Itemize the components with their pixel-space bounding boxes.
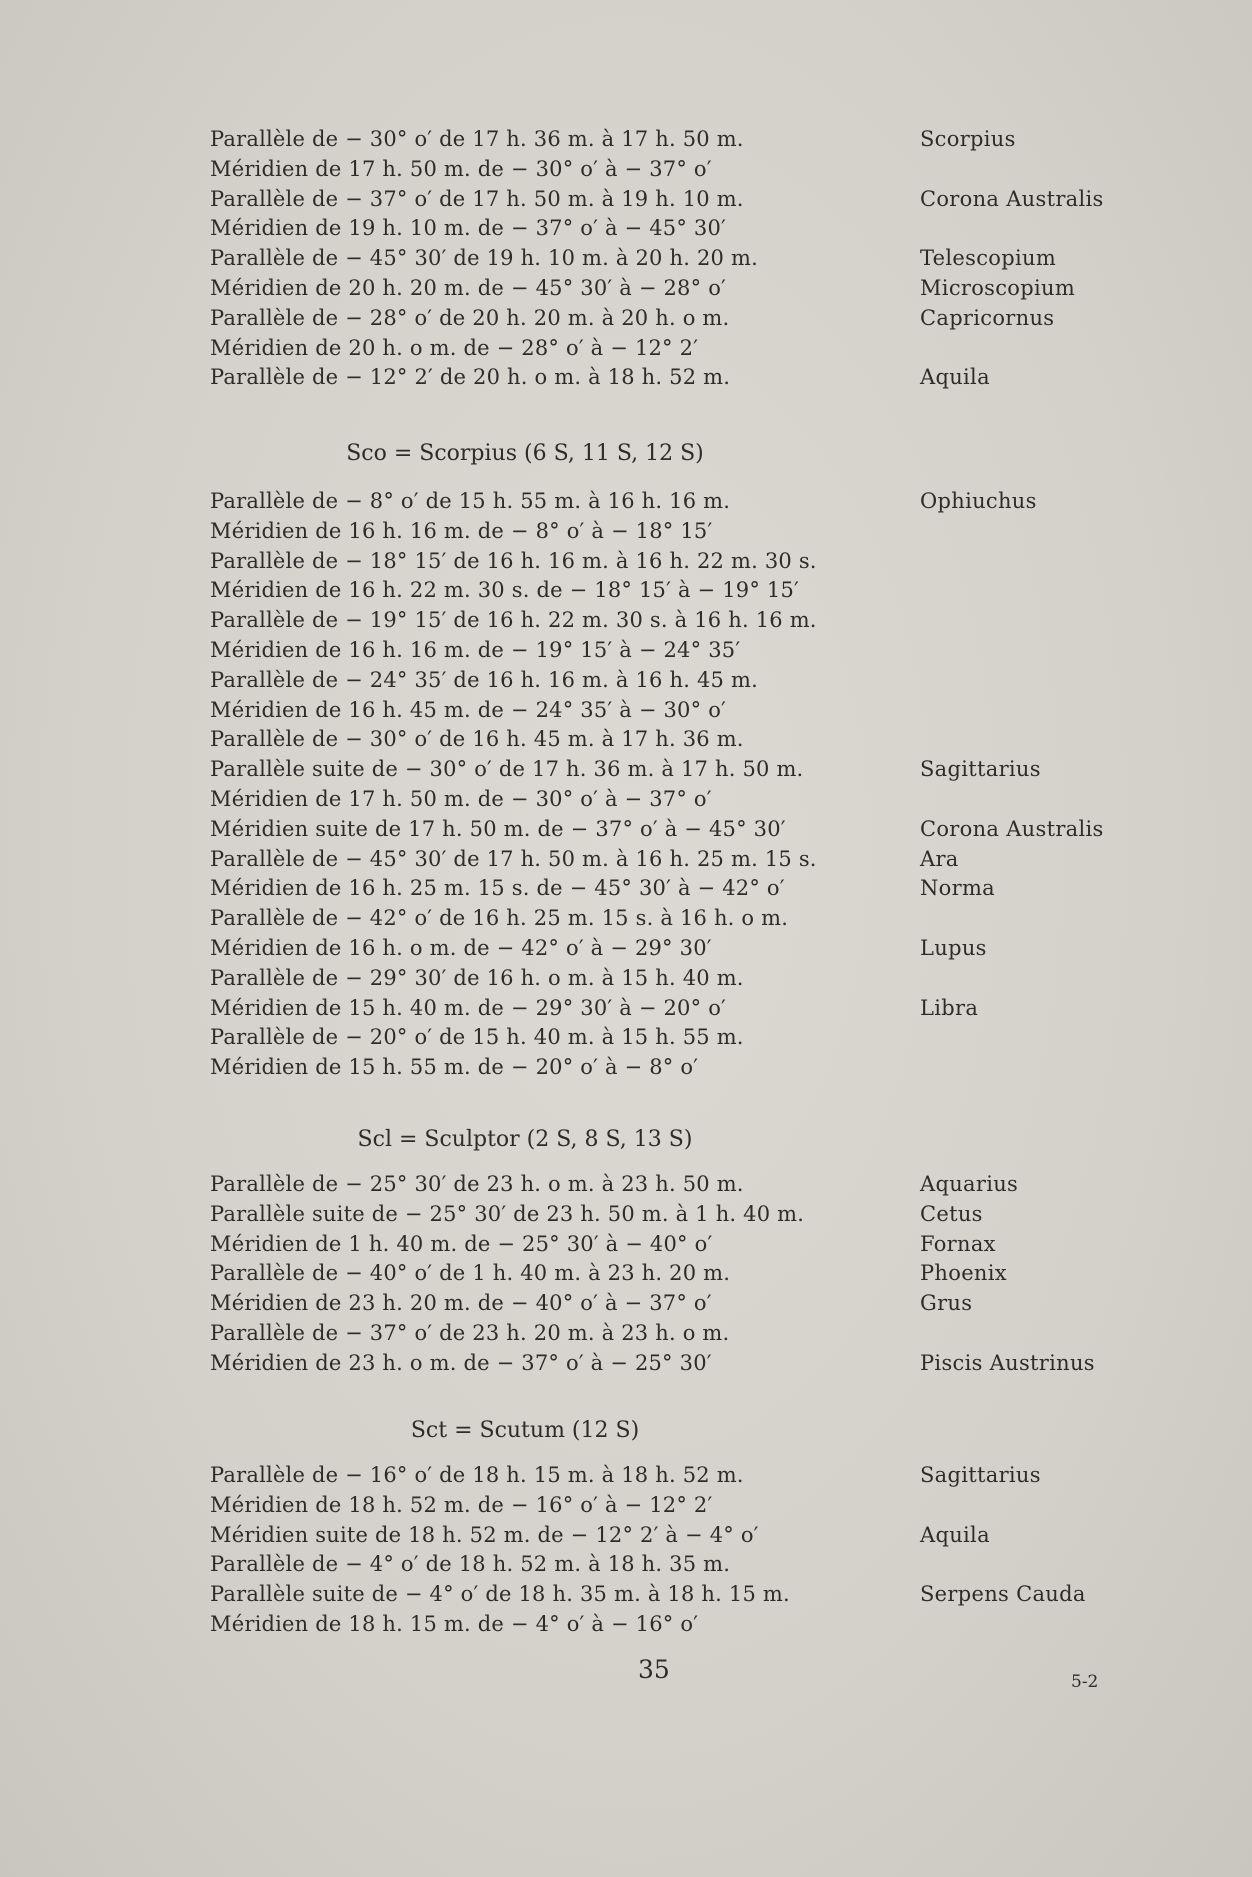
boundary-text: Méridien de 17 h. 50 m. de − 30° o′ à − 37° o′ — [210, 786, 712, 811]
boundary-row — [0, 487, 1252, 517]
section-heading-sculptor: Scl = Sculptor (2 S, 8 S, 13 S) — [357, 1127, 693, 1152]
boundary-text: Parallèle suite de − 25° 30′ de 23 h. 50 m. à 1 h. 40 m. — [210, 1201, 805, 1226]
boundary-row — [0, 964, 1252, 994]
boundary-row — [0, 1521, 1252, 1551]
boundary-text: Méridien de 17 h. 50 m. de − 30° o′ à − 37° o′ — [210, 156, 712, 181]
boundary-row — [0, 1230, 1252, 1260]
neighbor-constellation: Scorpius — [920, 127, 1016, 151]
boundary-text: Parallèle de − 37° o′ de 23 h. 20 m. à 23 h. o m. — [210, 1320, 730, 1345]
neighbor-constellation: Aquila — [920, 1522, 990, 1547]
boundary-row — [0, 755, 1252, 785]
boundary-text: Parallèle de − 8° o′ de 15 h. 55 m. à 16 h. 16 m. — [210, 489, 731, 513]
boundary-row — [0, 666, 1252, 696]
boundary-text: Parallèle suite de − 30° o′ de 17 h. 36 m. à 17 h. 50 m. — [210, 757, 804, 782]
neighbor-constellation: Lupus — [920, 935, 987, 960]
boundary-text: Parallèle de − 45° 30′ de 17 h. 50 m. à 16 h. 25 m. 15 s. — [210, 846, 817, 871]
boundary-row — [0, 1053, 1252, 1083]
neighbor-constellation: Cetus — [920, 1201, 983, 1226]
boundary-text: Méridien de 16 h. 22 m. 30 s. de − 18° 15′ à − 19° 15′ — [210, 578, 800, 603]
boundary-row — [0, 244, 1252, 274]
section-continuation — [0, 125, 1252, 393]
neighbor-constellation: Serpens Cauda — [920, 1582, 1086, 1607]
boundary-text: Méridien de 16 h. 45 m. de − 24° 35′ à − 30° o′ — [210, 697, 727, 722]
boundary-row — [0, 874, 1252, 904]
boundary-text: Méridien de 20 h. 20 m. de − 45° 30′ à − 28° o′ — [210, 275, 727, 300]
boundary-row — [0, 725, 1252, 755]
neighbor-constellation: Ara — [920, 846, 959, 871]
boundary-text: Parallèle de − 30° o′ de 16 h. 45 m. à 17 h. 36 m. — [210, 727, 744, 752]
boundary-row — [0, 904, 1252, 934]
boundary-text: Parallèle suite de − 4° o′ de 18 h. 35 m. à 18 h. 15 m. — [210, 1582, 790, 1607]
boundary-row — [0, 1289, 1252, 1319]
boundary-text: Parallèle de − 25° 30′ de 23 h. o m. à 23 h. 50 m. — [210, 1172, 744, 1196]
boundary-text: Méridien de 23 h. 20 m. de − 40° o′ à − 37° o′ — [210, 1291, 712, 1316]
boundary-text: Méridien de 16 h. o m. de − 42° o′ à − 29° 30′ — [210, 935, 712, 960]
boundary-text: Méridien de 23 h. o m. de − 37° o′ à − 25° 30′ — [210, 1350, 712, 1375]
neighbor-constellation: Grus — [920, 1291, 973, 1316]
neighbor-constellation: Telescopium — [920, 246, 1057, 271]
boundary-row — [0, 606, 1252, 636]
boundary-row — [0, 696, 1252, 726]
boundary-text: Parallèle de − 20° o′ de 15 h. 40 m. à 15 h. 55 m. — [210, 1025, 744, 1050]
boundary-text: Méridien de 16 h. 16 m. de − 8° o′ à − 18° 15′ — [210, 518, 713, 543]
neighbor-constellation: Libra — [920, 995, 979, 1020]
boundary-row — [0, 125, 1252, 155]
boundary-row — [0, 1200, 1252, 1230]
section-sculptor — [0, 1170, 1252, 1379]
section-heading-scutum: Sct = Scutum (12 S) — [410, 1418, 640, 1443]
boundary-text: Parallèle de − 24° 35′ de 16 h. 16 m. à 16 h. 45 m. — [210, 667, 758, 692]
boundary-row — [0, 547, 1252, 577]
boundary-text: Méridien de 15 h. 55 m. de − 20° o′ à − 8° o′ — [210, 1055, 699, 1080]
boundary-row — [0, 845, 1252, 875]
boundary-row — [0, 576, 1252, 606]
neighbor-constellation: Microscopium — [920, 275, 1076, 300]
boundary-row — [0, 517, 1252, 547]
boundary-row — [0, 1461, 1252, 1491]
boundary-row — [0, 1170, 1252, 1200]
boundary-row — [0, 1319, 1252, 1349]
boundary-text: Parallèle de − 30° o′ de 17 h. 36 m. à 17 h. 50 m. — [210, 127, 744, 151]
boundary-row — [0, 934, 1252, 964]
neighbor-constellation: Sagittarius — [920, 757, 1041, 782]
boundary-text: Méridien de 18 h. 15 m. de − 4° o′ à − 16° o′ — [210, 1611, 699, 1636]
boundary-text: Méridien de 18 h. 52 m. de − 16° o′ à − 12° 2′ — [210, 1492, 713, 1517]
boundary-row — [0, 1491, 1252, 1521]
boundary-text: Méridien de 19 h. 10 m. de − 37° o′ à − 45° 30′ — [210, 216, 727, 241]
boundary-row — [0, 1259, 1252, 1289]
boundary-text: Parallèle de − 45° 30′ de 19 h. 10 m. à 20 h. 20 m. — [210, 246, 758, 271]
boundary-row — [0, 815, 1252, 845]
neighbor-constellation: Aquila — [920, 365, 990, 390]
boundary-row — [0, 334, 1252, 364]
page-number: 35 — [638, 1655, 670, 1684]
boundary-text: Méridien suite de 18 h. 52 m. de − 12° 2′ à − 4° o′ — [210, 1522, 759, 1547]
boundary-row — [0, 155, 1252, 185]
section-scorpius — [0, 487, 1252, 1083]
neighbor-constellation: Corona Australis — [920, 816, 1104, 841]
boundary-text: Méridien de 16 h. 16 m. de − 19° 15′ à − 24° 35′ — [210, 637, 741, 662]
boundary-row — [0, 1580, 1252, 1610]
neighbor-constellation: Corona Australis — [920, 186, 1104, 211]
boundary-text: Parallèle de − 40° o′ de 1 h. 40 m. à 23 h. 20 m. — [210, 1261, 731, 1286]
neighbor-constellation: Phoenix — [920, 1261, 1007, 1286]
neighbor-constellation: Capricornus — [920, 305, 1055, 330]
boundary-text: Parallèle de − 16° o′ de 18 h. 15 m. à 18 h. 52 m. — [210, 1463, 744, 1487]
boundary-row — [0, 363, 1252, 393]
boundary-row — [0, 785, 1252, 815]
boundary-text: Méridien de 1 h. 40 m. de − 25° 30′ à − 40° o′ — [210, 1231, 713, 1256]
boundary-text: Parallèle de − 18° 15′ de 16 h. 16 m. à 16 h. 22 m. 30 s. — [210, 548, 817, 573]
boundary-row — [0, 304, 1252, 334]
section-scutum — [0, 1461, 1252, 1640]
neighbor-constellation: Piscis Austrinus — [920, 1350, 1095, 1375]
neighbor-constellation: Sagittarius — [920, 1463, 1041, 1487]
boundary-text: Parallèle de − 29° 30′ de 16 h. o m. à 15 h. 40 m. — [210, 965, 744, 990]
boundary-row — [0, 274, 1252, 304]
section-heading-scorpius: Sco = Scorpius (6 S, 11 S, 12 S) — [346, 441, 704, 466]
neighbor-constellation: Ophiuchus — [920, 489, 1037, 513]
boundary-text: Parallèle de − 28° o′ de 20 h. 20 m. à 20 h. o m. — [210, 305, 730, 330]
boundary-text: Parallèle de − 42° o′ de 16 h. 25 m. 15 s. à 16 h. o m. — [210, 906, 789, 931]
boundary-row — [0, 994, 1252, 1024]
boundary-text: Parallèle de − 37° o′ de 17 h. 50 m. à 19 h. 10 m. — [210, 186, 744, 211]
boundary-text: Parallèle de − 12° 2′ de 20 h. o m. à 18 h. 52 m. — [210, 365, 731, 390]
boundary-text: Méridien de 16 h. 25 m. 15 s. de − 45° 30′ à − 42° o′ — [210, 876, 785, 901]
boundary-text: Méridien de 20 h. o m. de − 28° o′ à − 12° 2′ — [210, 335, 699, 360]
boundary-row — [0, 636, 1252, 666]
sheet-mark: 5-2 — [1071, 1672, 1099, 1692]
neighbor-constellation: Fornax — [920, 1231, 996, 1256]
boundary-row — [0, 185, 1252, 215]
boundary-text: Méridien suite de 17 h. 50 m. de − 37° o′ à − 45° 30′ — [210, 816, 786, 841]
neighbor-constellation: Aquarius — [920, 1172, 1019, 1196]
boundary-row — [0, 1550, 1252, 1580]
neighbor-constellation: Norma — [920, 876, 995, 901]
boundary-text: Parallèle de − 19° 15′ de 16 h. 22 m. 30 s. à 16 h. 16 m. — [210, 608, 817, 633]
boundary-text: Méridien de 15 h. 40 m. de − 29° 30′ à − 20° o′ — [210, 995, 727, 1020]
boundary-row — [0, 1023, 1252, 1053]
boundary-text: Parallèle de − 4° o′ de 18 h. 52 m. à 18 h. 35 m. — [210, 1552, 731, 1577]
boundary-row — [0, 214, 1252, 244]
boundary-row — [0, 1349, 1252, 1379]
boundary-row — [0, 1610, 1252, 1640]
